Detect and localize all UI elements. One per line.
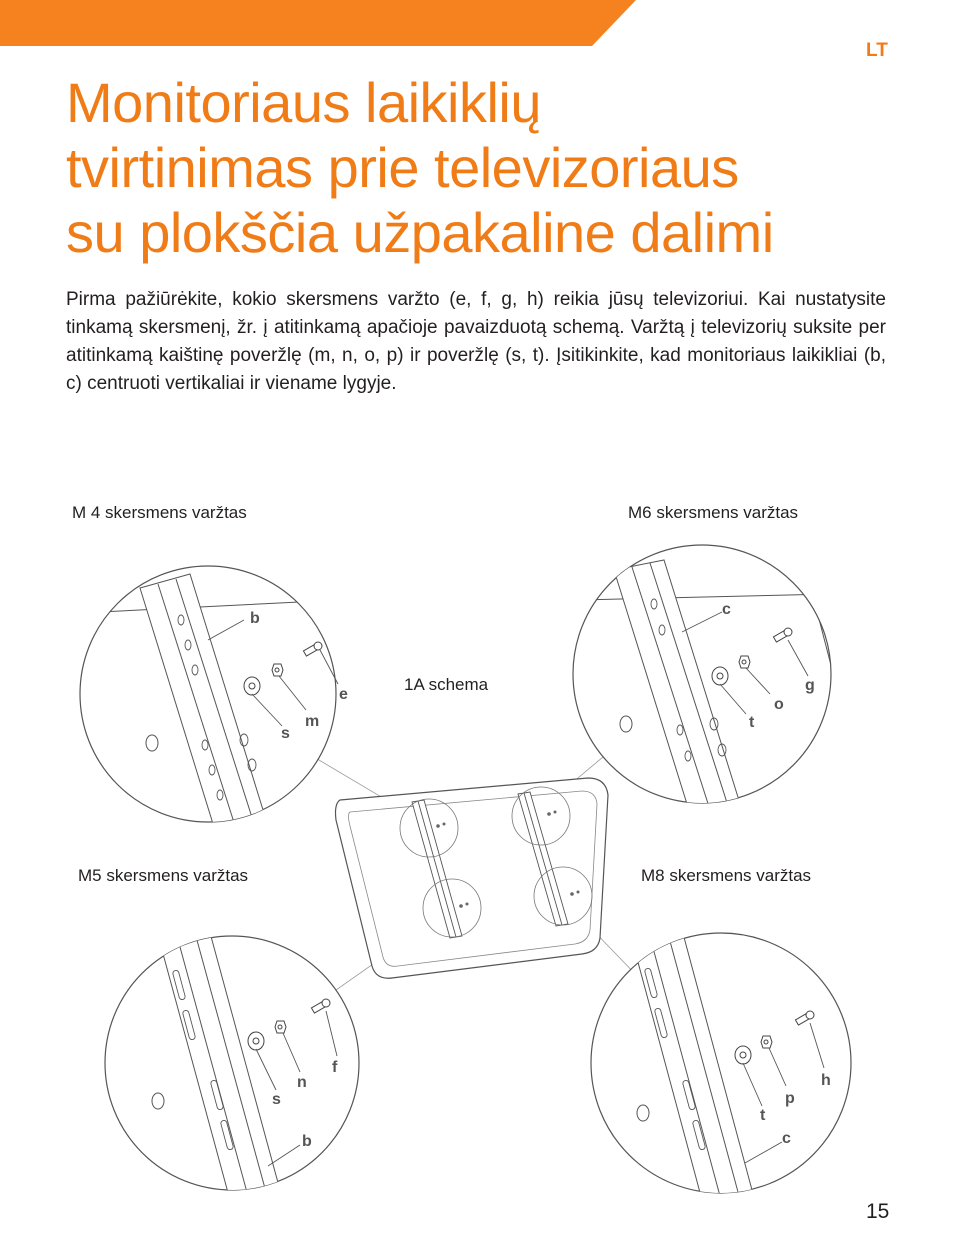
caption-m8-bolt: M8 skersmens varžtas [641, 866, 812, 885]
label-bolt-h: h [821, 1072, 831, 1089]
label-bolt-g: g [805, 677, 815, 694]
caption-m6-bolt: M6 skersmens varžtas [628, 503, 799, 522]
caption-schema-1a: 1A schema [404, 675, 489, 694]
label-spacer-o: o [774, 696, 784, 713]
label-spacer-m: m [305, 713, 320, 730]
label-washer-s: s [281, 725, 290, 742]
page-number: 15 [866, 1200, 890, 1223]
label-bracket-b: b [250, 610, 260, 627]
label-bracket-b: b [302, 1133, 312, 1150]
caption-m4-bolt: M 4 skersmens varžtas [72, 503, 247, 522]
label-bracket-c: c [722, 601, 731, 618]
label-spacer-p: p [785, 1090, 795, 1107]
title-line-1: Monitoriaus laikiklių [66, 71, 542, 134]
title-line-3: su plokščia užpakaline dalimi [66, 201, 774, 264]
title-line-2: tvirtinimas prie televizoriaus [66, 136, 739, 199]
detail-m6 [573, 545, 840, 820]
caption-m5-bolt: M5 skersmens varžtas [78, 866, 249, 885]
intro-paragraph: Pirma pažiūrėkite, kokio skersmens varžto (e, f, g, h) reikia jūsų televizoriui. Kai nustatysite tinkamą skersmenį, žr. į atitinkamą apačioje pavaizduotą schemą. Varžtą į televizorių suksite per atitinkamą kaištinę poveržlę (m, n, o, p) ir poveržlę (s, t). Įsitikinkite, kad monitoriaus laikikliai (b, c) centruoti vertikaliai ir viename lygyje. [66, 289, 886, 394]
label-washer-t: t [760, 1107, 766, 1124]
detail-m8 [591, 915, 858, 1200]
label-washer-t: t [749, 714, 755, 731]
language-code: LT [866, 40, 888, 61]
tv-back-schema [336, 778, 609, 978]
label-bolt-e: e [339, 686, 348, 703]
label-bracket-c: c [782, 1130, 791, 1147]
label-spacer-n: n [297, 1074, 307, 1091]
detail-m4 [80, 566, 348, 840]
label-washer-s: s [272, 1091, 281, 1108]
label-bolt-f: f [332, 1059, 338, 1076]
detail-m5 [105, 918, 359, 1200]
